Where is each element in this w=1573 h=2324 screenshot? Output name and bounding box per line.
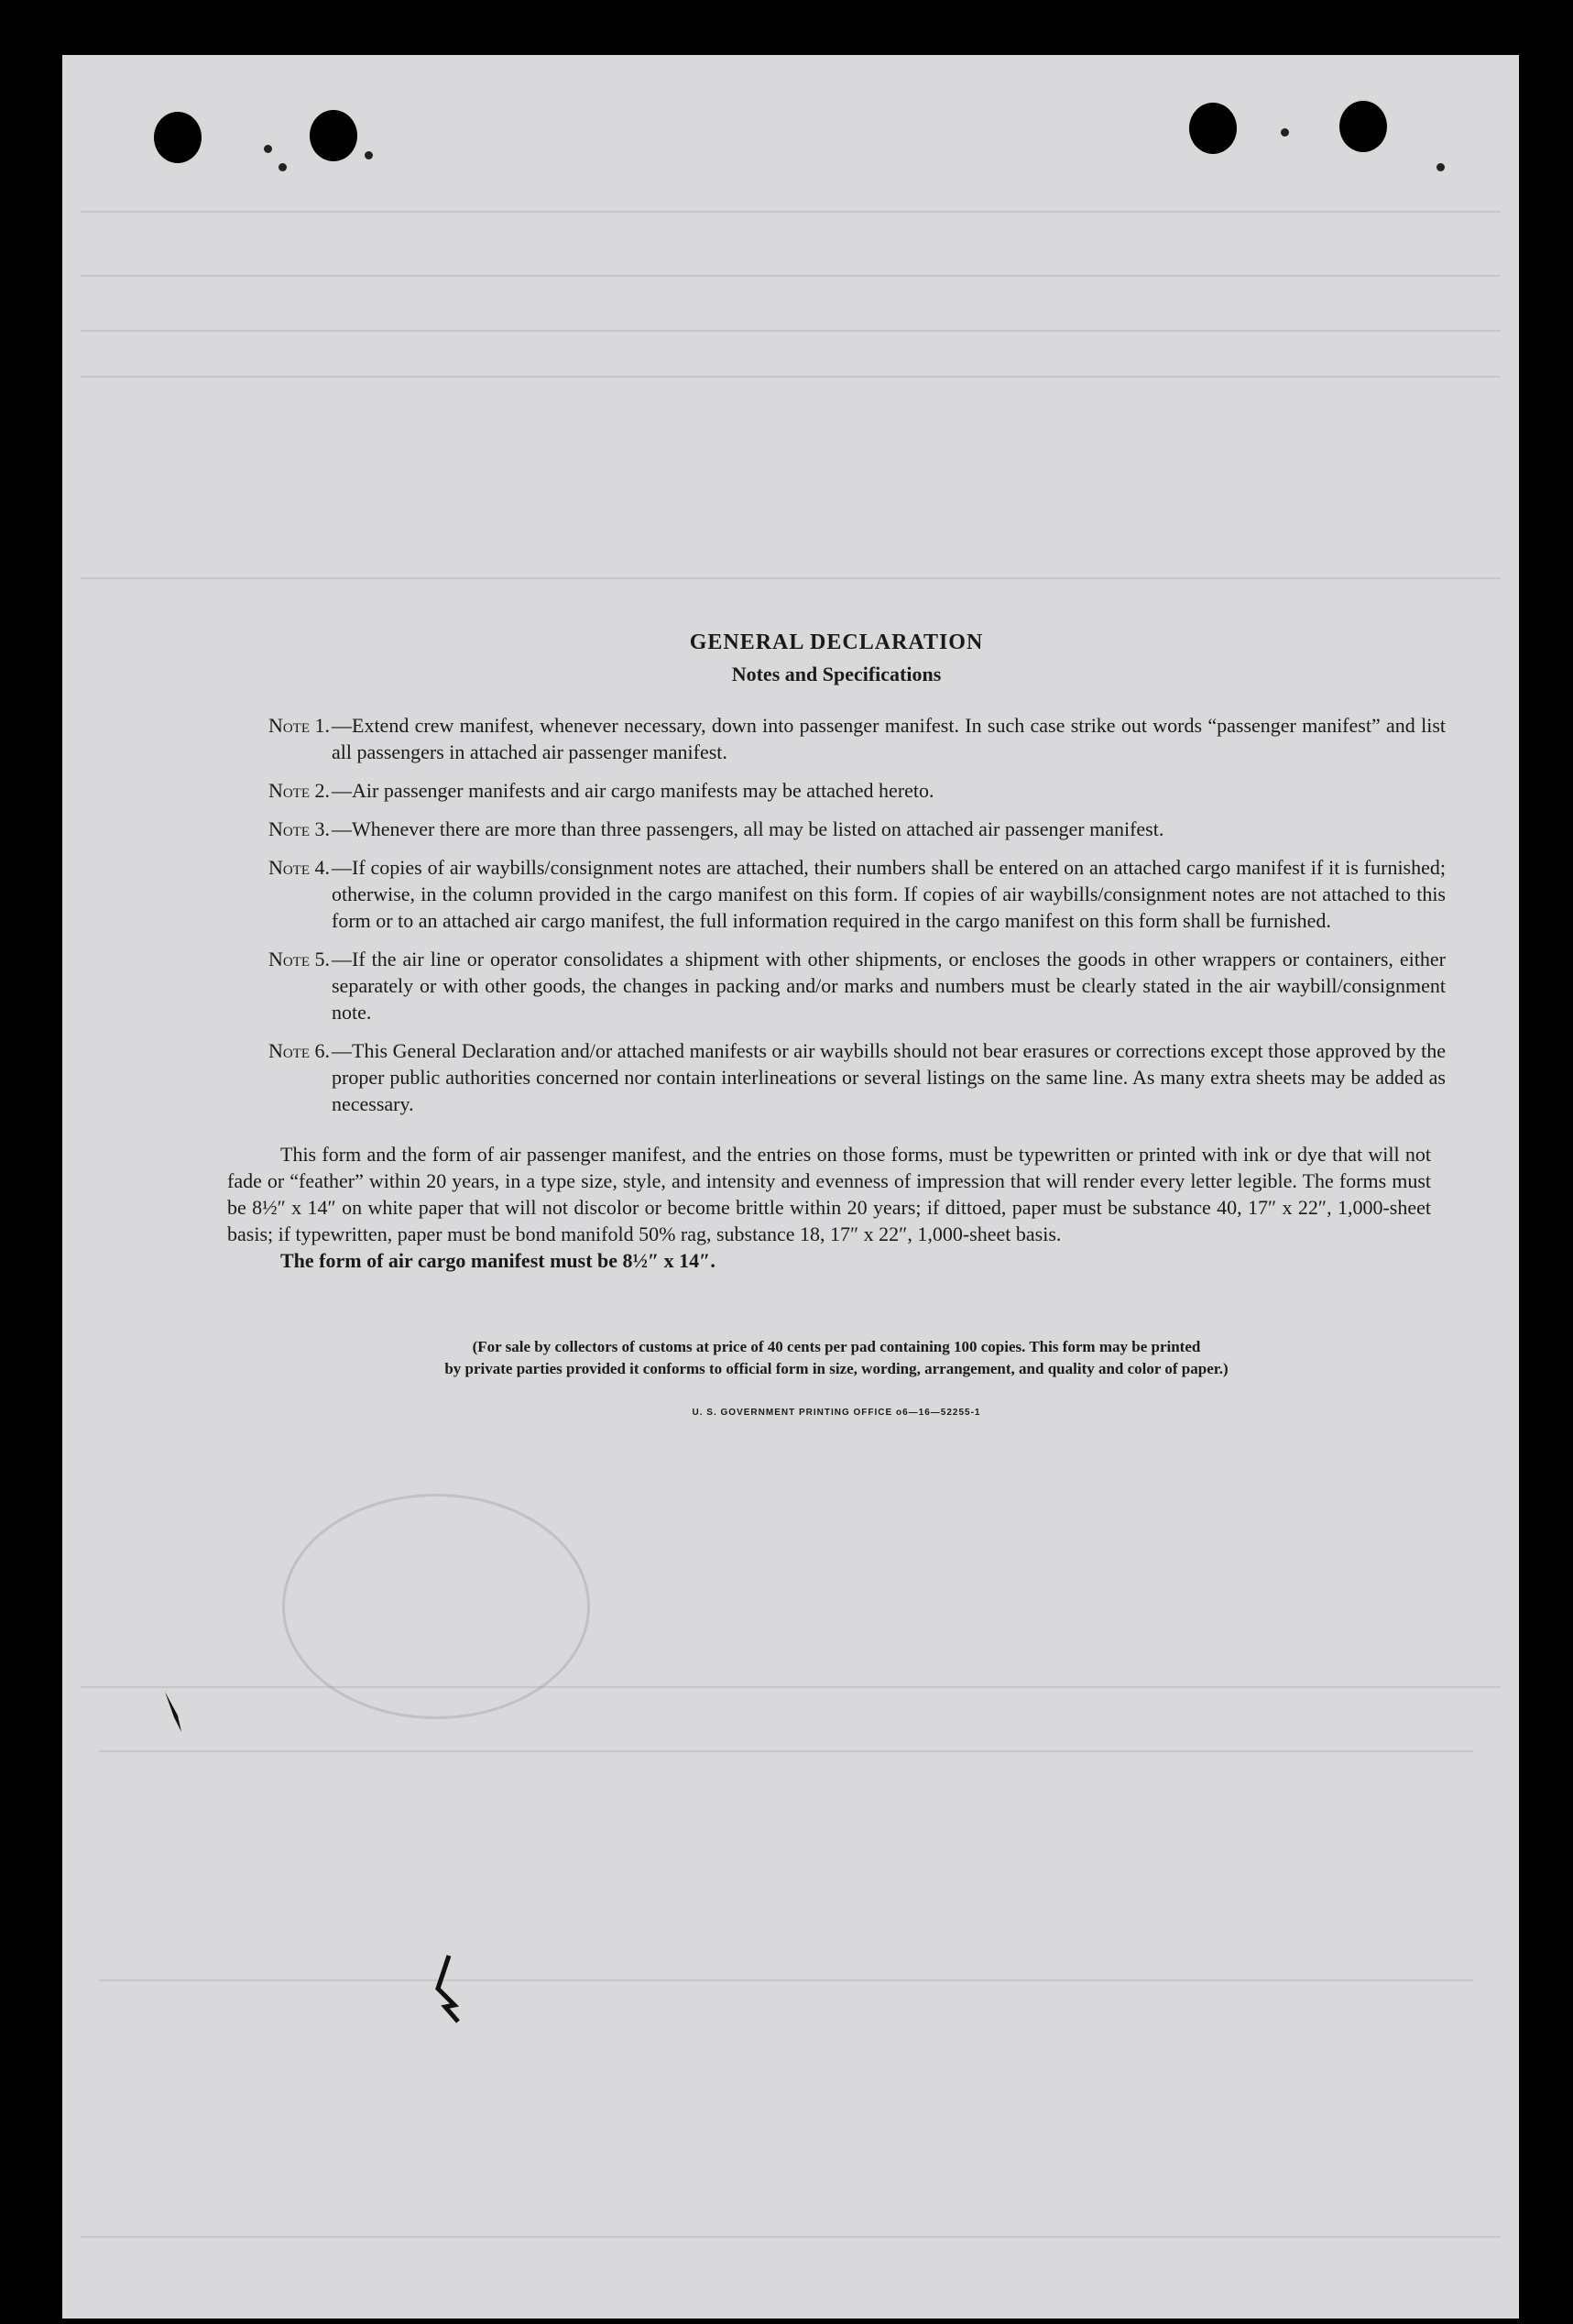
bleed-through-rule (81, 275, 1501, 277)
bleed-through-rule (81, 211, 1501, 213)
note-text: —Whenever there are more than three passengers, all may be listed on attached air passenger manifest. (332, 817, 1164, 840)
note-4 (227, 854, 1446, 934)
bleed-through-rule (81, 1686, 1501, 1688)
note-text: —Extend crew manifest, whenever necessary, down into passenger manifest. In such case strike out words “passenger manifest” and list all passengers in attached air passenger manifest. (332, 714, 1446, 763)
punch-hole (1339, 101, 1387, 152)
bleed-through-rule (99, 1979, 1473, 1981)
bleed-through-rule (81, 330, 1501, 332)
note-label: Note 3. (268, 817, 330, 840)
declaration-subtitle: Notes and Specifications (731, 663, 942, 685)
note-2 (227, 777, 1446, 804)
note-6 (227, 1037, 1446, 1117)
sale-notice (227, 1336, 1446, 1380)
sale-notice-line: by private parties provided it conforms to official form in size, wording, arrangement, and quality and color of paper.) (444, 1360, 1229, 1377)
note-3 (227, 816, 1446, 842)
note-label: Note 1. (268, 714, 330, 737)
bleed-through-rule (81, 376, 1501, 378)
punch-hole (1189, 103, 1237, 154)
speck (1436, 163, 1445, 171)
note-text: —Air passenger manifests and air cargo manifests may be attached hereto. (332, 779, 934, 802)
note-label: Note 4. (268, 856, 330, 879)
bleed-through-stamp (282, 1494, 590, 1719)
declaration-title: GENERAL DECLARATION (689, 630, 984, 654)
note-5 (227, 946, 1446, 1025)
pen-mark-icon (421, 1952, 476, 2025)
note-label: Note 6. (268, 1039, 330, 1062)
speck (264, 145, 272, 153)
bleed-through-rule (81, 2236, 1501, 2238)
punch-hole (310, 110, 357, 161)
note-text: —If copies of air waybills/consignment notes are attached, their numbers shall be entered on an attached cargo manifest if it is furnished; otherwise, in the column provided in the cargo manifest on this form. If copies of air waybills/consignment notes are not attached to this form or to an attached air cargo manifest, the full information required in the cargo manifest on this form shall be furnished. (332, 856, 1446, 932)
note-text: —If the air line or operator consolidates a shipment with other shipments, or encloses the goods in other wrappers or containers, either separately or with other goods, the changes in packing and/or marks and numbers must be clearly stated in the air waybill/consignment note. (332, 948, 1446, 1024)
sale-notice-line: (For sale by collectors of customs at price of 40 cents per pad containing 100 copies. This form may be printed (472, 1338, 1201, 1355)
document-page (62, 55, 1519, 2319)
note-text: —This General Declaration and/or attached manifests or air waybills should not bear erasures or corrections except those approved by the proper public authorities concerned nor contain interlineations or several listings on the same line. As many extra sheets may be added as necessary. (332, 1039, 1446, 1115)
printing-office-line: U. S. GOVERNMENT PRINTING OFFICE o6—16—52255-1 (692, 1408, 981, 1418)
bleed-through-rule (99, 1750, 1473, 1752)
note-label: Note 5. (268, 948, 330, 970)
form-specifications-paragraph: This form and the form of air passenger manifest, and the entries on those forms, must be typewritten or printed with ink or dye that will not fade or “feather” within 20 years, in a type size, style, and intensity and evenness of impression that will render every letter legible. The forms must be 8½″ x 14″ on white paper that will not discolor or become brittle within 20 years; if dittoed, paper must be substance 40, 17″ x 22″, 1,000-sheet basis; if typewritten, paper must be bond manifold 50% rag, substance 18, 17″ x 22″, 1,000-sheet basis. (227, 1143, 1431, 1245)
note-1 (227, 712, 1446, 765)
speck (279, 163, 287, 171)
speck (365, 151, 373, 159)
general-declaration-notes (227, 630, 1446, 1418)
cargo-manifest-size: The form of air cargo manifest must be 8½″ x 14″. (280, 1249, 715, 1272)
bleed-through-rule (81, 577, 1501, 579)
note-label: Note 2. (268, 779, 330, 802)
punch-hole (154, 112, 202, 163)
pen-mark-icon (161, 1690, 189, 1734)
speck (1281, 128, 1289, 137)
